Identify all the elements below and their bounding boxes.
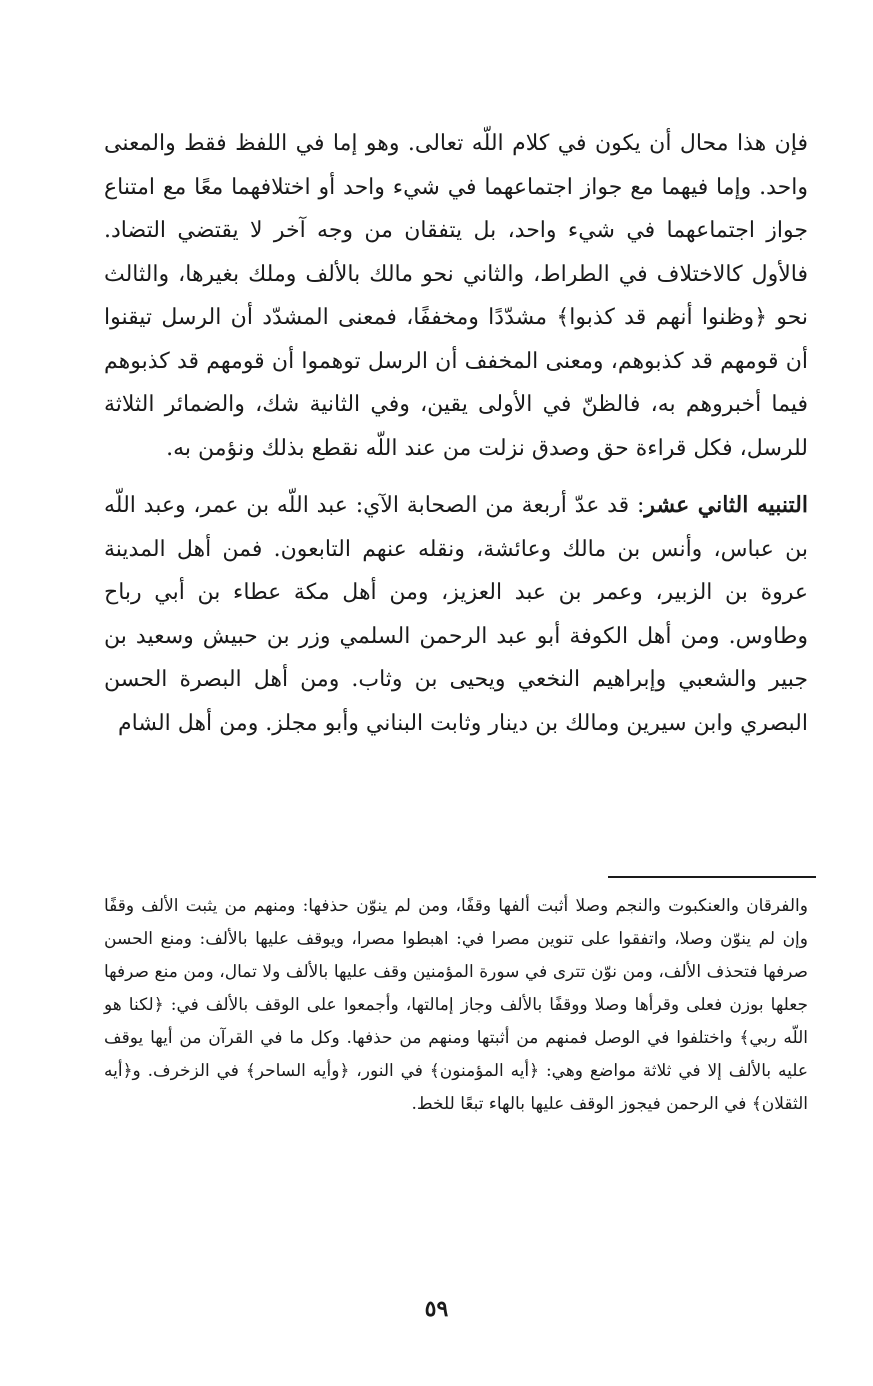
main-text [104,122,808,745]
footnote-separator [608,876,816,878]
paragraph-2-body: : قد عدّ أربعة من الصحابة الآي: عبد اللّه بن عمر، وعبد اللّه بن عباس، وأنس بن مالك وعائشة، ونقله عنهم التابعون. فمن أهل المدينة عروة بن الزبير، وعمر بن عبد العزيز، ومن أهل مكة عطاء بن أبي رباح وطاوس. ومن أهل الكوفة أبو عبد الرحمن السلمي وزر بن حبيش وسعيد بن جبير والشعبي وإبراهيم النخعي ويحيى بن وثاب. ومن أهل البصرة الحسن البصري وابن سيرين ومالك بن دينار وثابت البناني وأبو مجلز. ومن أهل الشام [104,493,808,736]
section-heading: التنبيه الثاني عشر [644,492,808,518]
paragraph-2 [104,484,808,745]
page-number: ٥٩ [424,1296,449,1322]
footnote-text: والفرقان والعنكبوت والنجم وصلا أثبت ألفها وقفًا، ومن لم ينوّن حذفها: ومنهم من يثبت الألف وقفًا وإن لم ينوّن وصلا، واتفقوا على تنوين مصرا في: اهبطوا مصرا، ويوقف عليها بالألف: ومنع الحسن صرفها فتحذف الألف، ومن نوّن تترى في سورة المؤمنين وقف عليها بالألف ولا تمال، ومن منع صرفها جعلها بوزن فعلى وقرأها وصلا ووقفًا بالألف وجاز إمالتها، وأجمعوا على الوقف بالألف في: ﴿لكنا هو اللّه ربي﴾ واختلفوا في الوصل فمنهم من أثبتها ومنهم من حذفها. وكل ما في القرآن من أيها يوقف عليه بالألف إلا في ثلاثة مواضع وهي: ﴿أيه المؤمنون﴾ في النور، ﴿وأيه الساحر﴾ في الزخرف. و﴿أيه الثقلان﴾ في الرحمن فيجوز الوقف عليها بالهاء تبعًا للخط. [104,896,808,1114]
footnote [104,890,808,1121]
paragraph-1: فإن هذا محال أن يكون في كلام اللّه تعالى. وهو إما في اللفظ فقط والمعنى واحد. وإما فيهما مع جواز اجتماعهما في شيء واحد أو اختلافهما معًا مع امتناع جواز اجتماعهما في شيء واحد، بل يتفقان من وجه آخر لا يقتضي التضاد. فالأول كالاختلاف في الطراط، والثاني نحو مالك بالألف وملك بغيرها، والثالث نحو ﴿وظنوا أنهم قد كذبوا﴾ مشدّدًا ومخففًا، فمعنى المشدّد أن الرسل تيقنوا أن قومهم قد كذبوهم، ومعنى المخفف أن الرسل توهموا أن قومهم قد كذبوهم فيما أخبروهم به، فالظنّ في الأولى يقين، وفي الثانية شك، والضمائر الثلاثة للرسل، فكل قراءة حق وصدق نزلت من عند اللّه نقطع بذلك ونؤمن به. [104,131,808,461]
